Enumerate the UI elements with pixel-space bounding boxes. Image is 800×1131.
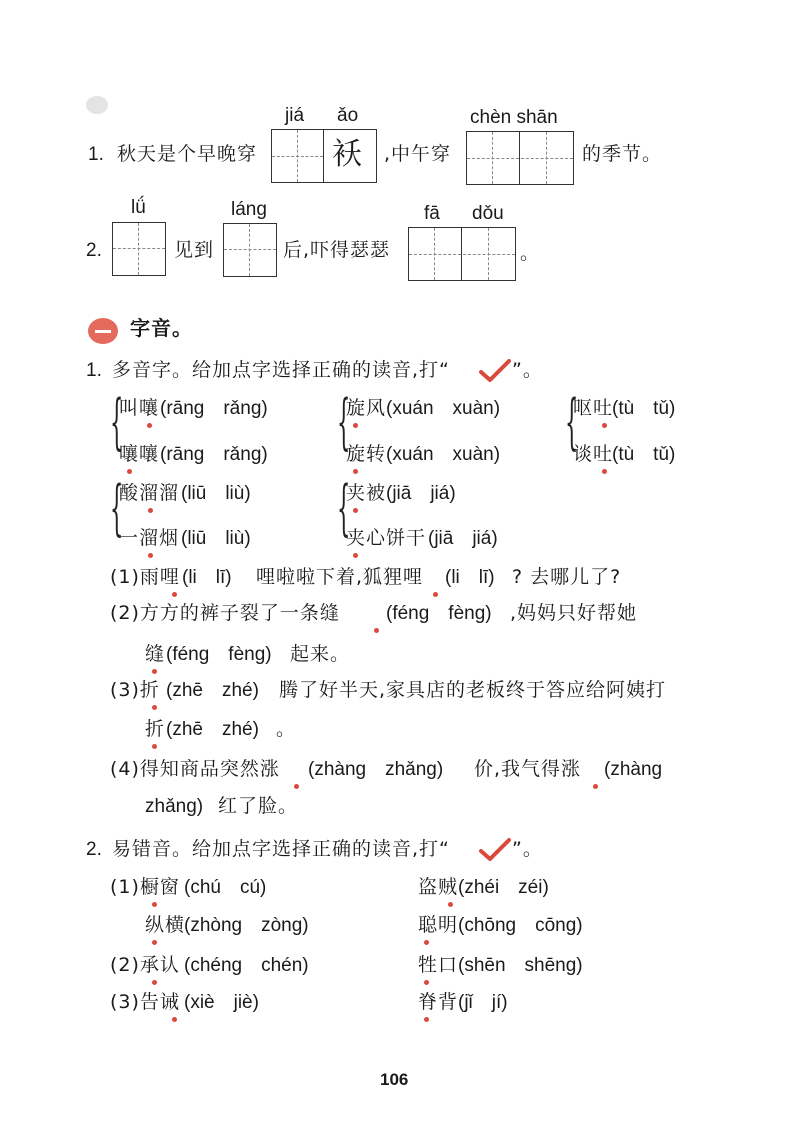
question-number: 1. [88,144,104,165]
answer-box-chenshan[interactable] [466,131,574,185]
pinyin-options[interactable]: (rāng rǎng) [160,444,268,465]
emphasis-dot [127,469,132,474]
sentence-text: 折 [145,718,166,740]
pinyin-options[interactable]: (jiā jiá) [428,528,498,549]
pinyin-options[interactable]: (chōng cōng) [458,915,583,936]
emphasis-dot [593,784,598,789]
left-brace: { [337,387,351,457]
checkmark-icon [478,837,512,863]
sentence-text: ,妈妈只好帮她 [510,602,638,624]
answer-box-jiaao[interactable] [271,129,377,183]
left-brace: { [337,473,351,543]
emphasis-dot [424,1017,429,1022]
pinyin-options[interactable]: (rāng rǎng) [160,398,268,419]
sentence-text: 红了脸。 [218,795,299,817]
emphasis-dot [353,469,358,474]
emphasis-dot [172,1017,177,1022]
pinyin-options[interactable]: (zhéi zéi) [458,877,549,898]
pinyin-options[interactable]: (li lī) [445,567,495,588]
word: 脊背 [418,991,459,1013]
pinyin-lu: lǘ [131,197,146,218]
emphasis-dot [353,508,358,513]
pinyin-options[interactable]: (liū liù) [181,483,251,504]
pinyin-options[interactable]: zhǎng) [145,796,204,817]
emphasis-dot [294,784,299,789]
instruction-text: ”。 [512,359,543,381]
question-number: 2. [86,240,102,261]
pinyin-options[interactable]: (jiā jiá) [386,483,456,504]
emphasis-dot [148,553,153,558]
word: 牲口 [418,954,459,976]
pinyin-options[interactable]: (zhòng zòng) [184,915,309,936]
emphasis-dot [424,980,429,985]
pinyin-options[interactable]: (xiè jiè) [184,992,259,1013]
pinyin-options[interactable]: (liū liù) [181,528,251,549]
answer-box-lang[interactable] [223,223,277,277]
given-character: 袄 [332,137,362,172]
pinyin-options[interactable]: (xuán xuàn) [386,444,501,465]
emphasis-dot [602,423,607,428]
word: 叫嚷 [119,397,160,419]
word: 纵横 [145,914,186,936]
pinyin-jia: jiá [285,105,305,126]
emphasis-dot [374,628,379,633]
question-number: 1. [86,360,102,381]
pinyin-options[interactable]: (tù tǔ) [612,398,676,419]
pinyin-options[interactable]: (zhē zhé) [166,719,259,740]
left-brace: { [110,387,124,457]
pinyin-lang: láng [231,199,267,220]
pinyin-ao: ǎo [337,105,359,126]
word: 嚷嚷 [119,443,160,465]
pinyin-options[interactable]: (shēn shēng) [458,955,583,976]
pinyin-options[interactable]: (chú cú) [184,877,267,898]
sentence-text: 价,我气得涨 [474,758,582,780]
sentence-text: 。 [276,718,297,740]
pinyin-options[interactable]: (li lī) [182,567,232,588]
word: 一溜烟 [119,527,180,549]
question-number: 2. [86,839,102,860]
section-two-badge-icon [88,318,118,344]
sentence-text: (2)方方的裤子裂了一条缝 [110,602,340,624]
word: (2)承认 [110,954,180,976]
question-text: 的季节。 [582,143,663,165]
pinyin-fa: fā [424,203,440,224]
sentence-text: 腾了好半天,家具店的老板终于答应给阿姨打 [279,679,667,701]
watermark-logo [86,96,108,114]
instruction-text: ”。 [512,838,543,860]
pinyin-options[interactable]: (féng fèng) [386,603,492,624]
pinyin-options[interactable]: (zhàng zhǎng) [308,759,444,780]
word: 谈吐 [573,443,614,465]
pinyin-options[interactable]: (zhē zhé) [166,680,259,701]
question-text: 见到 [174,239,215,261]
emphasis-dot [152,940,157,945]
question-text: 秋天是个早晚穿 [117,143,258,165]
word: 聪明 [418,914,459,936]
pinyin-options[interactable]: (féng fèng) [166,644,272,665]
emphasis-dot [172,592,177,597]
sentence-text: ? 去哪儿了? [512,566,622,588]
word: 旋转 [346,443,387,465]
emphasis-dot [353,423,358,428]
pinyin-options[interactable]: (xuán xuàn) [386,398,501,419]
word: 酸溜溜 [119,482,180,504]
left-brace: { [110,473,124,543]
sentence-text: (3)折 [110,679,160,701]
answer-box-lu[interactable] [112,222,166,276]
sentence-text: 起来。 [290,643,351,665]
emphasis-dot [602,469,607,474]
question-text: ,中午穿 [384,143,452,165]
word: 旋风 [346,397,387,419]
section-title: 字音。 [130,316,193,340]
emphasis-dot [147,423,152,428]
instruction-text: 易错音。给加点字选择正确的读音,打“ [112,838,450,860]
emphasis-dot [152,744,157,749]
pinyin-options[interactable]: (zhàng [604,759,663,780]
checkmark-icon [478,358,512,384]
word: 夹被 [346,482,387,504]
emphasis-dot [152,705,157,710]
word: (1)橱窗 [110,876,180,898]
emphasis-dot [424,940,429,945]
word: (3)告诫 [110,991,180,1013]
question-text: 后,吓得瑟瑟 [283,239,391,261]
emphasis-dot [148,508,153,513]
emphasis-dot [152,669,157,674]
emphasis-dot [152,902,157,907]
emphasis-dot [433,592,438,597]
word: 盗贼 [418,876,459,898]
sentence-text: (1)雨哩 [110,566,180,588]
sentence-text: (4)得知商品突然涨 [110,758,280,780]
pinyin-dou: dǒu [472,203,504,224]
page-number: 106 [380,1070,409,1089]
answer-box-fadou[interactable] [408,227,516,281]
instruction-text: 多音字。给加点字选择正确的读音,打“ [112,359,450,381]
emphasis-dot [353,553,358,558]
question-text: 。 [520,242,541,264]
sentence-text: 哩啦啦下着,狐狸哩 [256,566,424,588]
pinyin-options[interactable]: (tù tǔ) [612,444,676,465]
pinyin-options[interactable]: (jǐ jí) [458,992,508,1013]
emphasis-dot [152,980,157,985]
emphasis-dot [448,902,453,907]
pinyin-chenshan: chèn shān [470,107,558,128]
word: 夹心饼干 [346,527,427,549]
word: 呕吐 [573,397,614,419]
pinyin-options[interactable]: (chéng chén) [184,955,309,976]
left-brace: { [565,387,579,457]
sentence-text: 缝 [145,643,166,665]
